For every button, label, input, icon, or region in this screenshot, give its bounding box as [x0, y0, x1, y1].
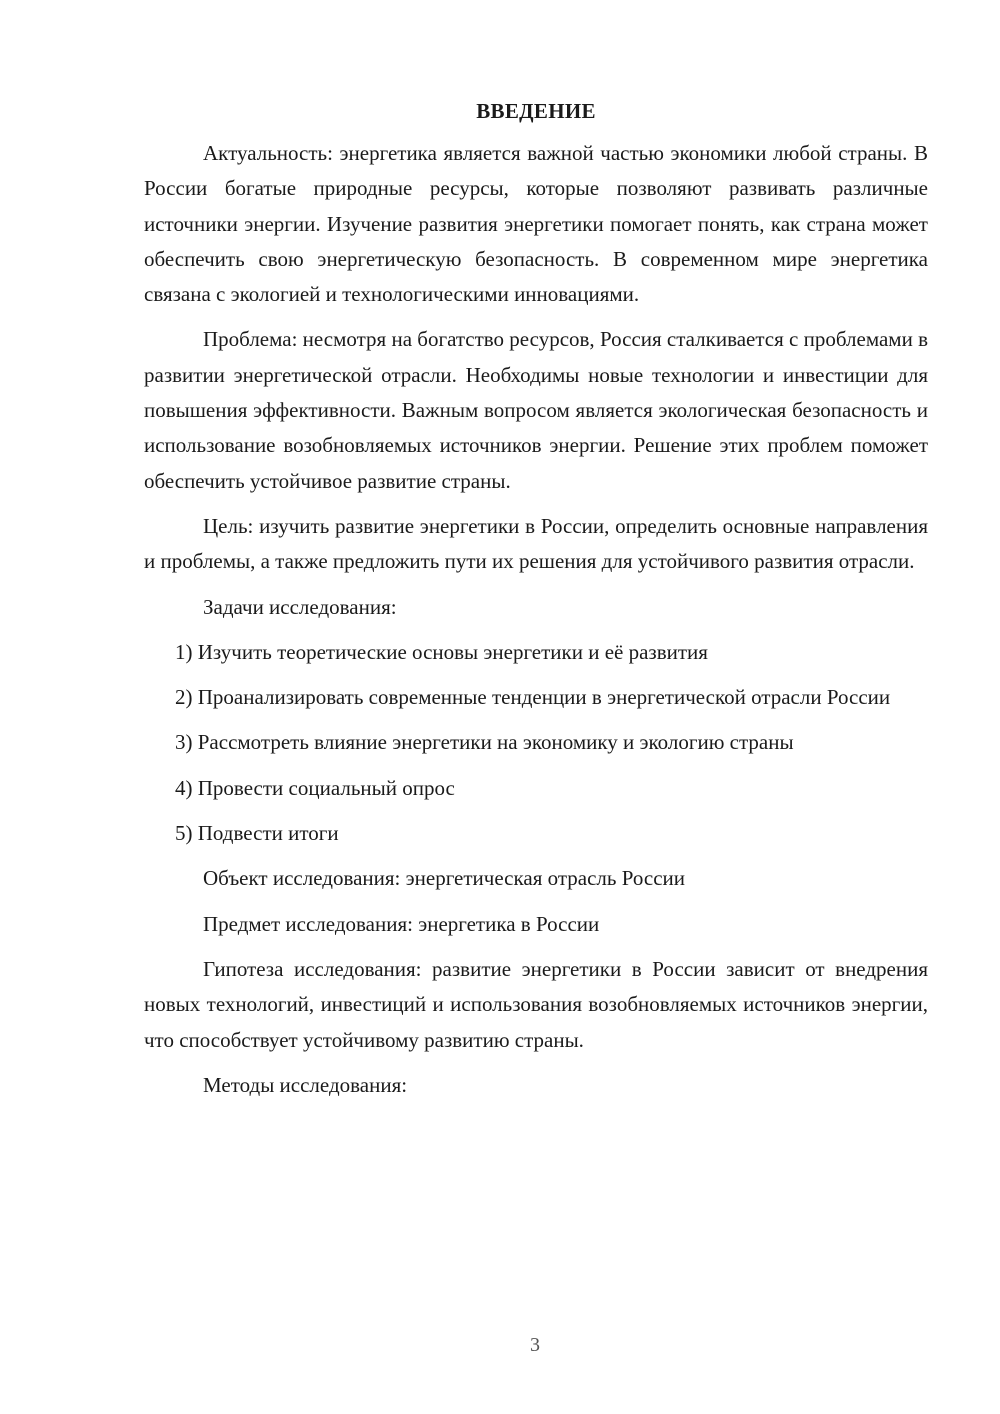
methods-heading: Методы исследования:	[203, 1072, 408, 1097]
paragraph-problem: Проблема: несмотря на богатство ресурсов, Россия сталкивается с проблемами в развитии энергетической отрасли. Необходимы новые технологии и инвестиции для повышения эффективности. Важным вопросом является экологическая безопасность и использование возобновляемых источников энергии. Решение этих проблем поможет обеспечить устойчивое развитие страны.	[144, 327, 928, 493]
paragraph-goal: Цель: изучить развитие энергетики в России, определить основные направления и проблемы, а также предложить пути их решения для устойчивого развития отрасли.	[144, 513, 928, 574]
task-item-5: 5) Подвести итоги	[175, 821, 339, 846]
paragraph-subject: Предмет исследования: энергетика в России	[203, 911, 600, 936]
page-title: ВВЕДЕНИЕ	[476, 99, 596, 123]
task-item-3: 3) Рассмотреть влияние энергетики на экономику и экологию страны	[175, 730, 794, 755]
task-item-4: 4) Провести социальный опрос	[175, 775, 455, 800]
page-number: 3	[530, 1334, 540, 1356]
paragraph-object: Объект исследования: энергетическая отрасль России	[203, 866, 686, 891]
page-body	[144, 96, 928, 1113]
tasks-heading: Задачи исследования:	[203, 594, 397, 619]
task-item-1: 1) Изучить теоретические основы энергетики и её развития	[175, 639, 708, 664]
paragraph-relevance: Актуальность: энергетика является важной частью экономики любой страны. В России богатые природные ресурсы, которые позволяют развивать различные источники энергии. Изучение развития энергетики помогает понять, как страна может обеспечить свою энергетическую безопасность. В современном мире энергетика связана с экологией и технологическими инновациями.	[144, 141, 928, 307]
paragraph-hypothesis: Гипотеза исследования: развитие энергетики в России зависит от внедрения новых технологий, инвестиций и использования возобновляемых источников энергии, что способствует устойчивому развитию страны.	[144, 956, 928, 1052]
task-item-2: 2) Проанализировать современные тенденции в энергетической отрасли России	[175, 685, 891, 710]
